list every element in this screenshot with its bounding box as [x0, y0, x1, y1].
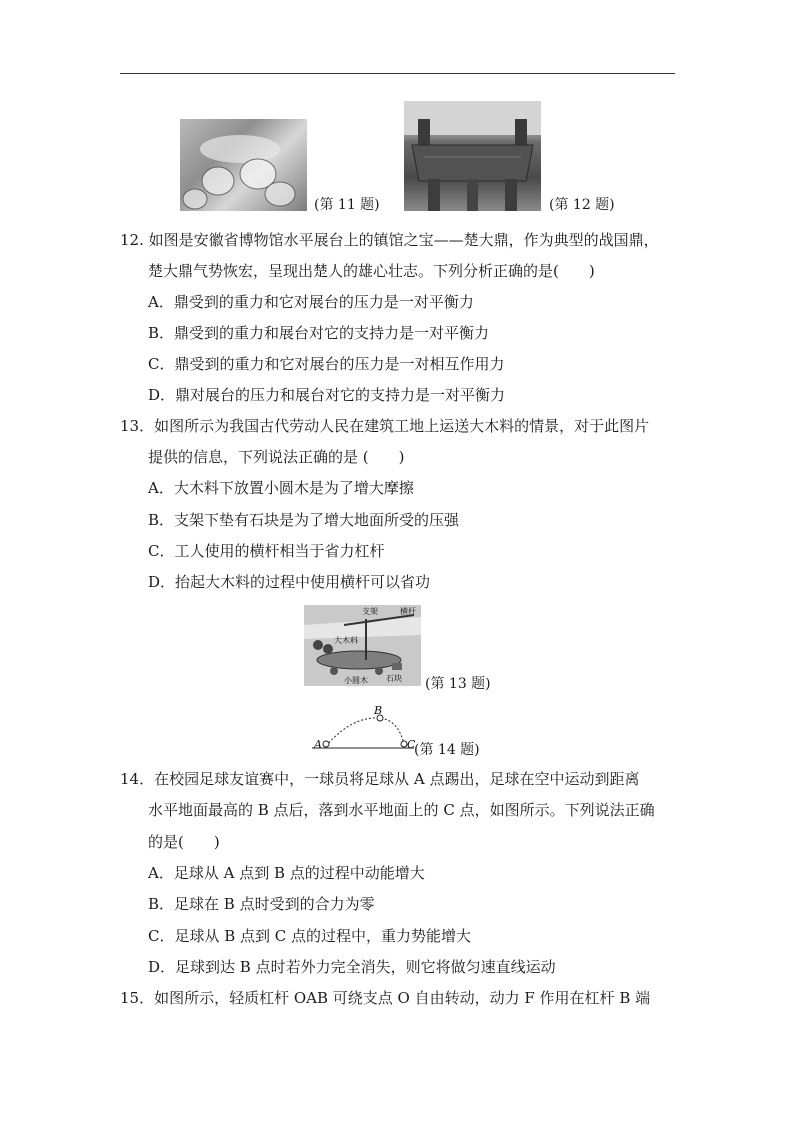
q14-option-a: A．足球从 A 点到 B 点的过程中动能增大: [148, 864, 425, 882]
label-crossbar: 横杆: [400, 607, 416, 616]
q12-option-a: A．鼎受到的重力和它对展台的压力是一对平衡力: [148, 293, 474, 311]
q14-stem-line2: 水平地面最高的 B 点后，落到水平地面上的 C 点，如图所示。下列说法正确: [148, 801, 655, 819]
figure-12-ding-illustration: [404, 101, 541, 211]
label-small-log: 小圆木: [344, 676, 368, 685]
point-c-label: C: [407, 738, 416, 751]
q14-option-d: D．足球到达 B 点时若外力完全消失，则它将做匀速直线运动: [148, 958, 556, 976]
figure-12-photo: [404, 101, 541, 211]
figure-12-caption: (第 12 题): [549, 197, 615, 213]
figure-11-illustration: [180, 119, 307, 211]
q13-option-d: D．抬起大木料的过程中使用横杆可以省功: [148, 573, 431, 591]
header-rule: [120, 73, 675, 74]
q12-stem-line2: 楚大鼎气势恢宏，呈现出楚人的雄心壮志。下列分析正确的是( ): [148, 262, 595, 280]
figure-14-trajectory: [312, 704, 414, 754]
q15-stem-line1: 15．如图所示，轻质杠杆 OAB 可绕支点 O 自由转动，动力 F 作用在杠杆 B 端: [120, 989, 651, 1007]
figure-14-caption: (第 14 题): [414, 742, 480, 758]
q13-stem-line1: 13．如图所示为我国古代劳动人民在建筑工地上运送大木料的情景，对于此图片: [120, 417, 650, 435]
point-a-label: A: [314, 738, 322, 751]
figure-13-illustration: [304, 605, 421, 686]
figure-13-caption: (第 13 题): [425, 676, 491, 692]
figure-11-photo: [180, 119, 307, 211]
q14-option-b: B．足球在 B 点时受到的合力为零: [148, 895, 375, 913]
q12-stem-line1: 12. 如图是安徽省博物馆水平展台上的镇馆之宝——楚大鼎，作为典型的战国鼎，: [120, 231, 659, 249]
label-big-wood: 大木料: [334, 636, 358, 645]
q13-stem-line2: 提供的信息，下列说法正确的是 ( ): [148, 448, 405, 466]
q14-stem-line3: 的是( ): [148, 833, 220, 851]
q13-option-c: C．工人使用的横杆相当于省力杠杆: [148, 542, 385, 560]
label-stone: 石块: [386, 674, 402, 683]
q14-stem-line1: 14．在校园足球友谊赛中，一球员将足球从 A 点踢出，足球在空中运动到距离: [120, 770, 640, 788]
q13-option-a: A．大木料下放置小圆木是为了增大摩擦: [148, 479, 414, 497]
figure-13-photo: [304, 605, 421, 686]
q12-option-d: D．鼎对展台的压力和展台对它的支持力是一对平衡力: [148, 386, 506, 404]
figure-14-diagram: [312, 704, 414, 754]
point-b-label: B: [374, 704, 383, 717]
q12-option-c: C．鼎受到的重力和它对展台的压力是一对相互作用力: [148, 355, 505, 373]
q13-option-b: B．支架下垫有石块是为了增大地面所受的压强: [148, 511, 460, 529]
label-support: 支架: [362, 607, 378, 616]
q14-option-c: C．足球从 B 点到 C 点的过程中，重力势能增大: [148, 927, 472, 945]
figure-11-caption: (第 11 题): [314, 197, 380, 213]
q12-option-b: B．鼎受到的重力和展台对它的支持力是一对平衡力: [148, 324, 490, 342]
